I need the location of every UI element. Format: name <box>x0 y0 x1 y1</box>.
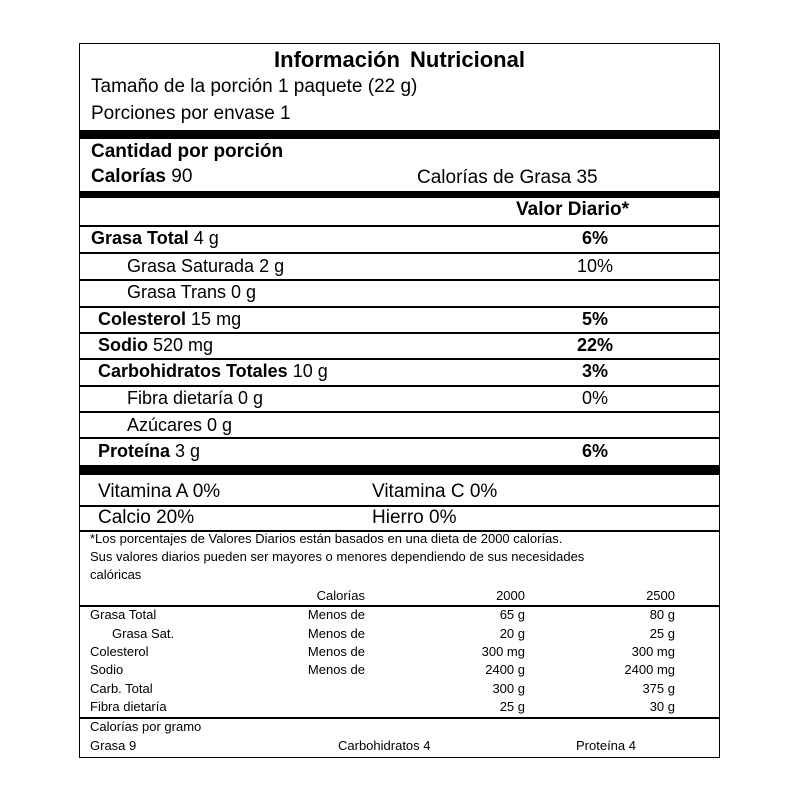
divider <box>80 437 719 439</box>
ref-row-2500: 25 g <box>649 626 675 641</box>
amount-per-serving: Cantidad por porción <box>91 141 284 162</box>
ref-row-2500: 2400 mg <box>624 662 675 677</box>
ref-row-2000: 25 g <box>499 699 525 714</box>
ref-row-label: Fibra dietaría <box>90 699 167 714</box>
ref-row-limit: Menos de <box>307 607 365 622</box>
ref-header-calories: Calorías <box>316 588 365 603</box>
nutrient-row-azucares: Azúcares 0 g <box>127 415 233 435</box>
iron: Hierro 0% <box>372 507 457 528</box>
ref-row-limit: Menos de <box>307 644 365 659</box>
daily-value-header: Valor Diario* <box>516 199 629 220</box>
label-title: Información Nutricional <box>274 47 525 72</box>
vitamin-a: Vitamina A 0% <box>98 481 221 502</box>
ref-row-2500: 80 g <box>649 607 675 622</box>
footnote-line-2: Sus valores diarios pueden ser mayores o menores dependiendo de sus necesidades <box>90 549 585 564</box>
calories-per-gram-protein: Proteína 4 <box>576 738 636 753</box>
calories-from-fat: Calorías de Grasa 35 <box>417 167 598 188</box>
thick-divider <box>80 130 719 139</box>
ref-row-2000: 300 g <box>492 681 525 696</box>
medium-divider <box>80 191 719 198</box>
ref-row-limit: Menos de <box>307 662 365 677</box>
servings-per-container: Porciones por envase 1 <box>91 103 291 124</box>
ref-row-limit: Menos de <box>307 626 365 641</box>
ref-row-label: Sodio <box>90 662 124 677</box>
calcium: Calcio 20% <box>98 507 195 528</box>
calories-line: Calorías 90 <box>91 166 193 187</box>
ref-row-label: Carb. Total <box>90 681 153 696</box>
nutrient-row-carbohidratos: Carbohidratos Totales 10 g 3% <box>98 361 608 381</box>
ref-row-2000: 20 g <box>499 626 525 641</box>
nutrient-row-fibra: Fibra dietaría 0 g 0% <box>127 388 608 408</box>
nutrient-row-colesterol: Colesterol 15 mg 5% <box>98 309 608 329</box>
nutrient-row-sodio: Sodio 520 mg 22% <box>98 335 614 355</box>
ref-row-2000: 2400 g <box>485 662 525 677</box>
ref-row-label: Grasa Total <box>90 607 157 622</box>
ref-row-2000: 300 mg <box>481 644 525 659</box>
ref-row-label: Grasa Sat. <box>112 626 175 641</box>
ref-header-2500: 2500 <box>646 588 675 603</box>
ref-row-2500: 375 g <box>642 681 675 696</box>
footnote-line-3: calóricas <box>90 567 142 582</box>
nutrient-row-grasa-total: Grasa Total 4 g 6% <box>91 228 608 248</box>
vitamin-c: Vitamina C 0% <box>372 481 498 502</box>
ref-row-2500: 30 g <box>649 699 675 714</box>
thick-divider-vitamins <box>80 465 719 475</box>
divider <box>80 411 719 413</box>
calories-per-gram-fat: Grasa 9 <box>90 738 137 753</box>
footnote-line-1: *Los porcentajes de Valores Diarios están basados en una dieta de 2000 calorías. <box>90 531 563 546</box>
nutrition-facts-label <box>79 43 720 758</box>
ref-row-2500: 300 mg <box>631 644 675 659</box>
ref-row-2000: 65 g <box>499 607 525 622</box>
serving-size: Tamaño de la porción 1 paquete (22 g) <box>91 76 418 97</box>
calories-per-gram-label: Calorías por gramo <box>90 719 202 734</box>
nutrient-row-grasa-saturada: Grasa Saturada 2 g 10% <box>127 256 614 276</box>
ref-row-label: Colesterol <box>90 644 149 659</box>
nutrient-row-grasa-trans: Grasa Trans 0 g <box>127 282 257 302</box>
ref-header-2000: 2000 <box>496 588 525 603</box>
divider <box>80 252 719 254</box>
nutrient-row-proteina: Proteína 3 g 6% <box>98 441 608 461</box>
calories-per-gram-carbs: Carbohidratos 4 <box>338 738 431 753</box>
